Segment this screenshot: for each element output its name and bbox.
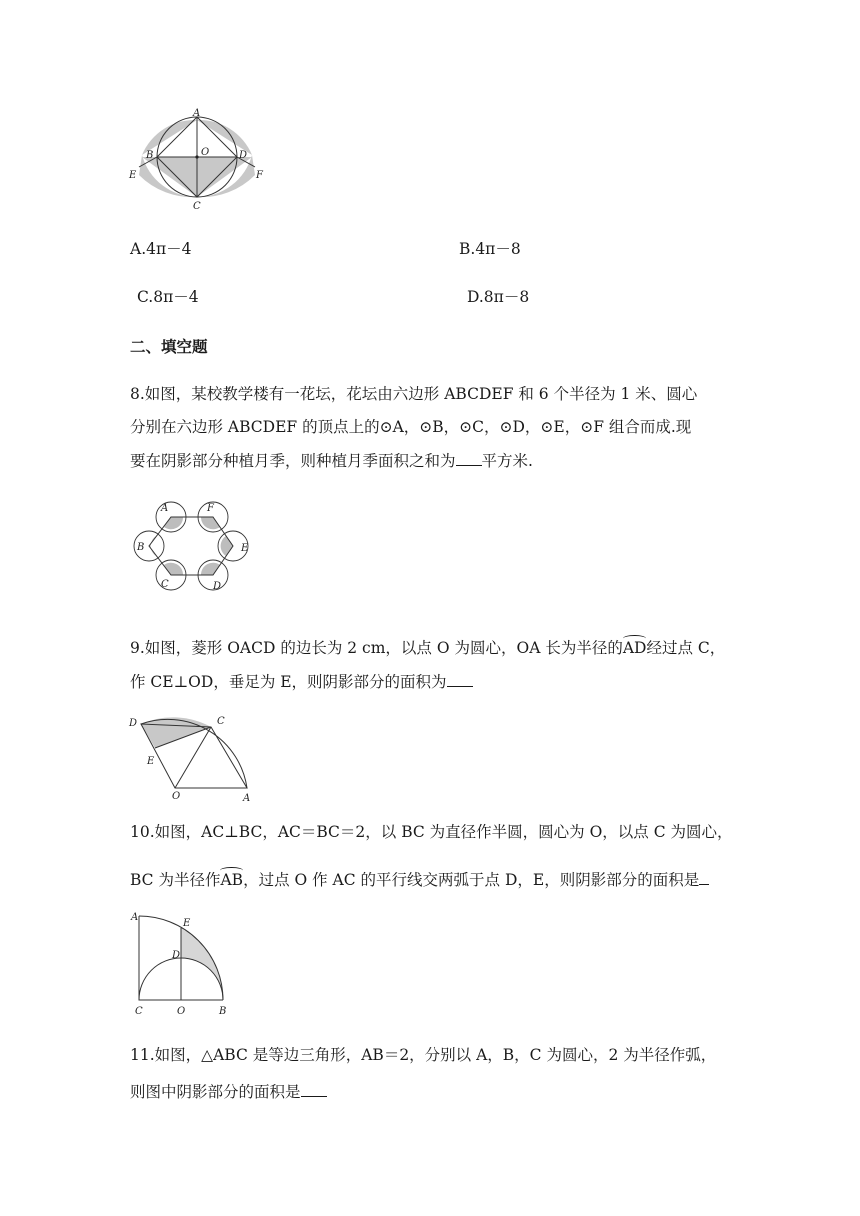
q7-label-o: O [201,147,210,158]
q8-line2: 分别在六边形 ABCDEF 的顶点上的⊙A，⊙B，⊙C，⊙D，⊙E，⊙F 组合而成.现 [130,418,692,436]
q8-label-e: E [241,543,249,554]
q11-line2 [130,1081,327,1102]
q7-option-a: A.4π－4 [130,240,192,258]
q10-label-e: E [183,918,191,929]
q7-label-e: E [129,170,137,181]
q10-answer-blank[interactable] [699,869,709,885]
q7-label-c: C [193,201,201,212]
q7-label-a: A [193,108,201,119]
q10-line2-text: BC 为半径作 [130,871,221,889]
q9-label-d: D [129,718,138,729]
q9-figure [125,710,265,805]
q10-label-c: C [135,1006,143,1017]
q8-label-d: D [213,581,222,592]
q9-arc-ad: AD [622,639,647,657]
q10-label-b: B [219,1006,227,1017]
q10-label-a: A [131,912,139,923]
q7-option-d: D.8π－8 [467,288,530,306]
q7-figure [125,105,270,215]
q9-label-e: E [147,756,155,767]
q11-line2-text: 则图中阴影部分的面积是 [130,1083,301,1101]
q9-label-c: C [217,716,225,727]
q7-center-dot [195,155,198,158]
q8-label-f: F [207,503,214,514]
q8-answer-blank[interactable] [456,450,482,466]
q10-label-o: O [177,1006,186,1017]
q8-sector-e [221,536,233,556]
q9-label-o: O [172,791,181,802]
q9-label-a: A [243,793,251,804]
q8-line1: 8.如图，某校教学楼有一花坛，花坛由六边形 ABCDEF 和 6 个半径为 1 米、圆心 [130,385,698,403]
q10-label-d: D [172,950,181,961]
q8-hexagon [149,517,233,575]
q10-figure [125,910,240,1020]
q9-line2 [130,671,473,692]
q8-line3 [130,450,533,471]
q8-label-a: A [161,503,169,514]
q10-line2-tail: ，过点 O 作 AC 的平行线交两弧于点 D，E，则阴影部分的面积是 [243,871,700,889]
q7-label-d: D [239,150,248,161]
q9-line1-text: 9.如图，菱形 OACD 的边长为 2 cm，以点 O 为圆心，OA 长为半径的 [130,639,623,657]
q7-label-f: F [256,170,263,181]
q7-option-b: B.4π－8 [459,240,521,258]
q10-line1: 10.如图，AC⊥BC，AC＝BC＝2，以 BC 为直径作半圆，圆心为 O，以点 C 为圆心， [130,823,733,841]
q9-answer-blank[interactable] [447,671,473,687]
q7-option-c: C.8π－4 [137,288,199,306]
section-title-fill-in: 二、填空题 [130,338,208,356]
q11-answer-blank[interactable] [301,1081,327,1097]
q8-label-c: C [161,579,169,590]
q9-line1-tail: 经过点 C， [646,639,726,657]
q10-arc-ab: AB [220,871,244,889]
q8-line3-text: 要在阴影部分种植月季，则种植月季面积之和为 [130,452,456,470]
q7-label-b: B [146,150,154,161]
q8-line3-unit: 平方米. [481,452,533,470]
q9-line2-text: 作 CE⊥OD，垂足为 E，则阴影部分的面积为 [130,673,447,691]
q11-line1: 11.如图，△ABC 是等边三角形，AB＝2，分别以 A，B，C 为圆心，2 为半径作弧， [130,1046,717,1064]
q8-figure [125,495,265,600]
q8-label-b: B [137,542,145,553]
q10-line2 [130,869,709,890]
q8-sector-b [149,536,156,556]
q9-line1 [130,638,725,658]
